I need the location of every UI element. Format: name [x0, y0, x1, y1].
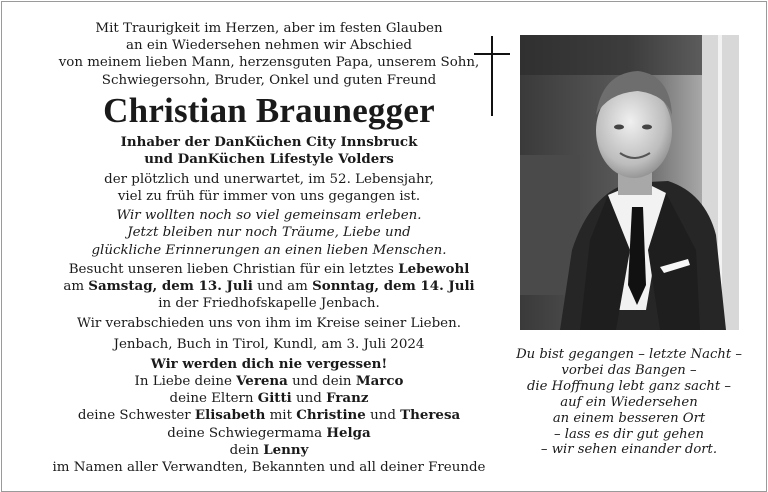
cross-icon: [474, 36, 510, 116]
visit-line: in der Friedhofskapelle Jenbach.: [158, 296, 380, 312]
deceased-name: Christian Braunegger: [103, 90, 435, 130]
quote-line: Jetzt bleiben nur noch Träume, Liebe und: [127, 225, 411, 241]
family-line: In Liebe deine Verena und dein Marco: [134, 373, 404, 390]
obituary-text: [34, 20, 504, 476]
quote-line: glückliche Erinnerungen an einen lieben Menschen.: [91, 242, 447, 258]
visit-line: am Samstag, dem 13. Juli und am Sonntag, dem 14. Juli: [63, 278, 475, 295]
family-line: dein Lenny: [229, 441, 309, 458]
death-line: viel zu früh für immer von uns gegangen ist.: [117, 189, 421, 205]
subtitle-line: und DanKüchen Lifestyle Volders: [144, 151, 394, 168]
family-line: im Namen aller Verwandten, Bekannten und all deiner Freunde: [52, 460, 486, 476]
poem-line: die Hoffnung lebt ganz sacht –: [526, 378, 732, 394]
family-line: deine Eltern Gitti und Franz: [169, 390, 369, 407]
death-line: der plötzlich und unerwartet, im 52. Lebensjahr,: [104, 171, 434, 187]
family-line: deine Schwiegermama Helga: [167, 424, 371, 441]
poem: [498, 347, 760, 458]
intro-line: Mit Traurigkeit im Herzen, aber im festen Glauben: [95, 21, 443, 36]
intro-line: an ein Wiedersehen nehmen wir Abschied: [126, 38, 412, 54]
family-line: deine Schwester Elisabeth mit Christine und Theresa: [77, 407, 461, 424]
poem-line: vorbei das Bangen –: [561, 362, 697, 378]
poem-line: auf ein Wiedersehen: [560, 394, 698, 410]
intro-line: von meinem lieben Mann, herzensguten Papa, unserem Sohn,: [58, 55, 480, 71]
never-forget: Wir werden dich nie vergessen!: [150, 355, 388, 372]
intro-line: Schwiegersohn, Bruder, Onkel und guten Freund: [101, 72, 437, 88]
poem-line: – lass es dir gut gehen: [554, 426, 704, 442]
farewell-line: Wir verabschieden uns von ihm im Kreise seiner Lieben.: [77, 316, 461, 332]
subtitle-line: Inhaber der DanKüchen City Innsbruck: [120, 133, 418, 150]
quote-line: Wir wollten noch so viel gemeinsam erleben.: [116, 208, 422, 224]
poem-line: Du bist gegangen – letzte Nacht –: [516, 347, 742, 362]
poem-line: – wir sehen einander dort.: [540, 442, 718, 458]
visit-line: Besucht unseren lieben Christian für ein letztes Lebewohl: [68, 260, 470, 277]
portrait-photo: [520, 35, 739, 330]
portrait-illustration: [520, 35, 739, 330]
poem-line: an einem besseren Ort: [552, 410, 706, 426]
place-date: Jenbach, Buch in Tirol, Kundl, am 3. Juli 2024: [113, 336, 425, 352]
